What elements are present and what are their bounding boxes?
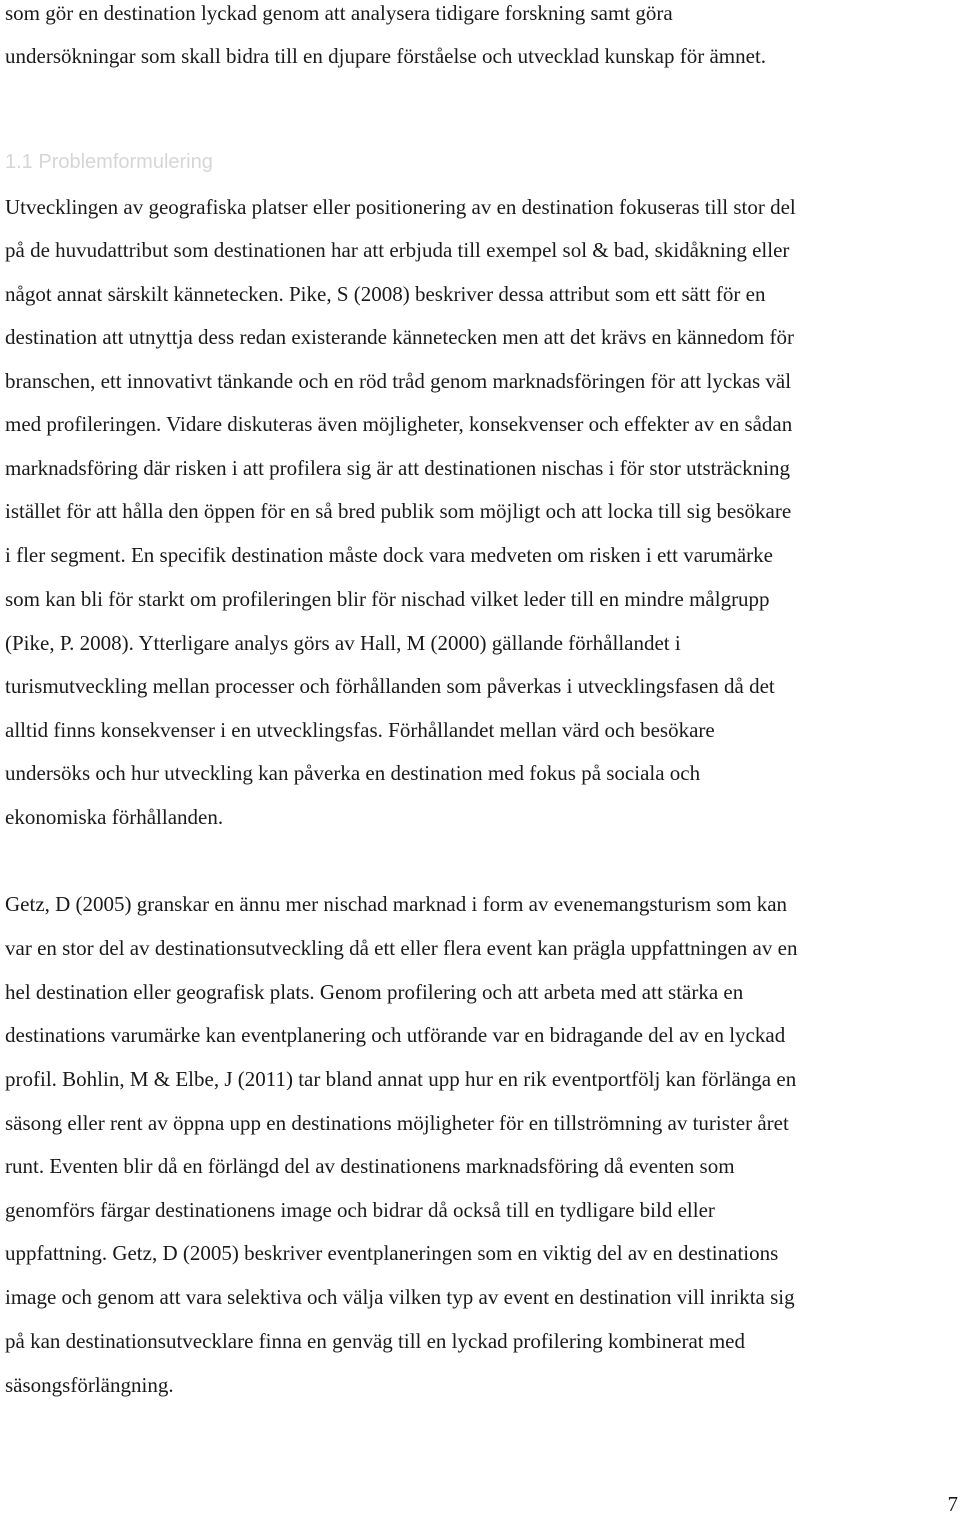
- text-line: profil. Bohlin, M & Elbe, J (2011) tar bland annat upp hur en rik eventportfölj kan förlänga en: [5, 1067, 797, 1091]
- text-line: alltid finns konsekvenser i en utvecklingsfas. Förhållandet mellan värd och besökare: [5, 718, 715, 742]
- page-number: 7: [947, 1492, 958, 1516]
- text-line: destination att utnyttja dess redan existerande kännetecken men att det krävs en kännedom för: [5, 325, 794, 349]
- text-line: i fler segment. En specifik destination måste dock vara medveten om risken i ett varumärke: [5, 543, 773, 567]
- text-line: på kan destinationsutvecklare finna en genväg till en lyckad profilering kombinerat med: [5, 1329, 746, 1353]
- text-line: som gör en destination lyckad genom att analysera tidigare forskning samt göra: [5, 1, 673, 25]
- text-line: med profileringen. Vidare diskuteras även möjligheter, konsekvenser och effekter av en sådan: [5, 412, 793, 436]
- text-line: på de huvudattribut som destinationen har att erbjuda till exempel sol & bad, skidåkning eller: [5, 238, 790, 262]
- text-line: uppfattning. Getz, D (2005) beskriver eventplaneringen som en viktig del av en destinations: [5, 1241, 779, 1265]
- section-heading: 1.1 Problemformulering: [5, 151, 213, 173]
- text-line: säsong eller rent av öppna upp en destinations möjligheter för en tillströmning av turister året: [5, 1111, 789, 1135]
- text-line: istället för att hålla den öppen för en så bred publik som möjligt och att locka till sig besökare: [5, 499, 792, 523]
- text-line: marknadsföring där risken i att profilera sig är att destinationen nischas i för stor utsträckning: [5, 456, 790, 480]
- text-line: Utvecklingen av geografiska platser eller positionering av en destination fokuseras till stor del: [5, 195, 796, 219]
- text-line: säsongsförlängning.: [5, 1373, 174, 1397]
- text-line: Getz, D (2005) granskar en ännu mer nischad marknad i form av evenemangsturism som kan: [5, 892, 788, 916]
- text-line: hel destination eller geografisk plats. Genom profilering och att arbeta med att stärka en: [5, 980, 744, 1004]
- text-line: runt. Eventen blir då en förlängd del av destinationens marknadsföring då eventen som: [5, 1154, 735, 1178]
- text-line: branschen, ett innovativt tänkande och en röd tråd genom marknadsföringen för att lyckas väl: [5, 369, 792, 393]
- text-line: destinations varumärke kan eventplanering och utförande var en bidragande del av en lyckad: [5, 1023, 786, 1047]
- text-line: undersöks och hur utveckling kan påverka en destination med fokus på sociala och: [5, 761, 701, 785]
- text-line: något annat särskilt kännetecken. Pike, S (2008) beskriver dessa attribut som ett sätt för en: [5, 282, 766, 306]
- text-line: (Pike, P. 2008). Ytterligare analys görs av Hall, M (2000) gällande förhållandet i: [5, 631, 681, 655]
- text-line: ekonomiska förhållanden.: [5, 805, 224, 829]
- text-line: undersökningar som skall bidra till en djupare förståelse och utvecklad kunskap för ämnet.: [5, 44, 767, 68]
- text-line: som kan bli för starkt om profileringen blir för nischad vilket leder till en mindre målgrupp: [5, 587, 770, 611]
- text-line: turismutveckling mellan processer och förhållanden som påverkas i utvecklingsfasen då det: [5, 674, 775, 698]
- text-line: image och genom att vara selektiva och välja vilken typ av event en destination vill inrikta sig: [5, 1285, 795, 1309]
- text-line: var en stor del av destinationsutveckling då ett eller flera event kan prägla uppfattningen av en: [5, 936, 798, 960]
- text-line: genomförs färgar destinationens image och bidrar då också till en tydligare bild eller: [5, 1198, 715, 1222]
